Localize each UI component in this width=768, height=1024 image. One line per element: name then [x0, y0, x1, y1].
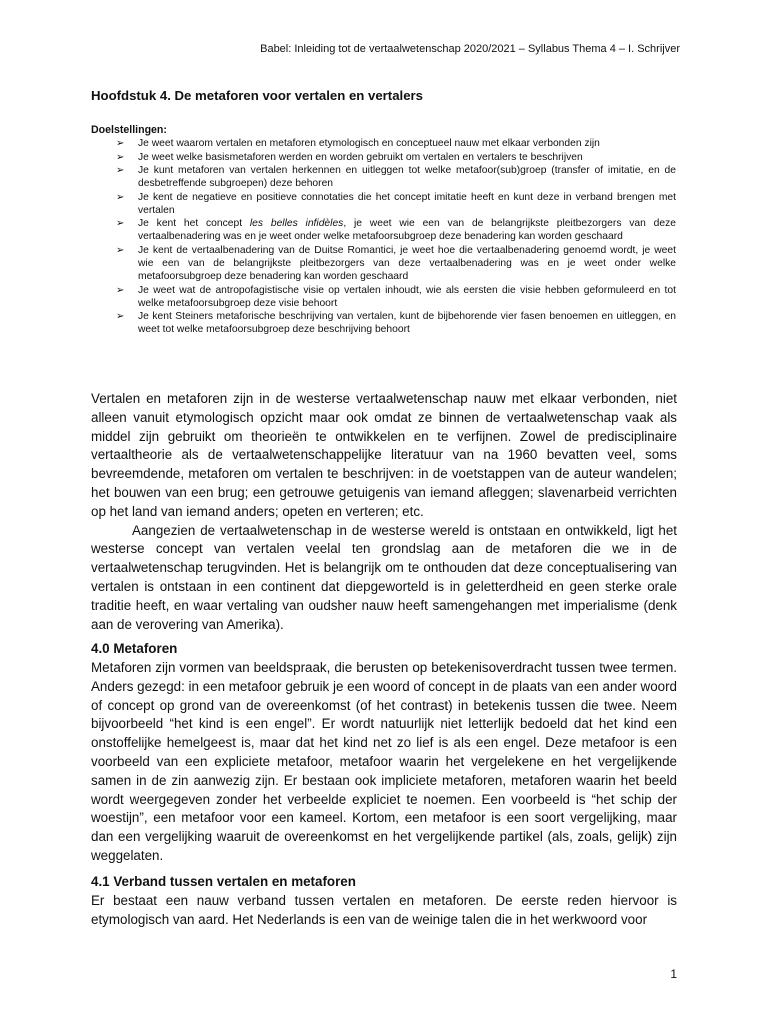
objective-text: Je weet wat de antropofagistische visie op vertalen inhoudt, wie als eersten die visie hebben geformuleerd en tot welke metafoorsubgroep deze visie behoort	[138, 284, 676, 309]
objective-item	[116, 191, 676, 217]
arrow-bullet-icon: ➢	[116, 191, 125, 203]
section-heading-4-1: 4.1 Verband tussen vertalen en metaforen	[91, 874, 356, 889]
objectives-list	[116, 137, 676, 337]
objective-text-after: , je weet wie een van de belangrijkste pleitbezorgers van deze vertaalbenadering was en je weet onder welke metafoorsubgroep deze benadering kan worden geschaard	[138, 218, 676, 243]
arrow-bullet-icon: ➢	[116, 244, 125, 256]
section-4-1-body	[91, 892, 677, 930]
objective-text: Je kunt metaforen van vertalen herkennen en uitleggen tot welke metafoor(sub)groep (transfer of imitatie, en de desbetreffende subgroepen) deze behoren	[138, 165, 676, 190]
page-number: 1	[670, 967, 677, 981]
arrow-bullet-icon: ➢	[116, 311, 125, 323]
intro-paragraph-1: Vertalen en metaforen zijn in de westerse vertaalwetenschap nauw met elkaar verbonden, niet alleen vanuit etymologisch opzicht maar ook omdat ze binnen de vertaalwetenschap vaak als middel zijn gebruikt om theorieën te ontwikkelen en te verfijnen. Zowel de predisciplinaire vertaaltheorie als de vertaalwetenschappelijke literatuur van na 1960 bevatten veel, soms bevreemdende, metaforen om vertalen te beschrijven: in de voetstappen van de auteur wandelen; het bouwen van een brug; een getrouwe getuigenis van iemand afleggen; slavenarbeid verrichten op het land van iemand anders; opeten en verteren; etc.	[91, 391, 677, 519]
objective-item	[116, 164, 676, 190]
objective-item	[116, 151, 676, 164]
section-4-0-body	[91, 659, 677, 866]
section-heading-4-0: 4.0 Metaforen	[91, 641, 178, 656]
arrow-bullet-icon: ➢	[116, 138, 125, 149]
objective-item	[116, 217, 676, 243]
objective-text: Je kent de negatieve en positieve connotaties die het concept imitatie heeft en kunt deze in verband brengen met vertalen	[138, 191, 676, 216]
objective-item	[116, 310, 676, 336]
intro-paragraph-2: Aangezien de vertaalwetenschap in de westerse wereld is ontstaan en ontwikkeld, ligt het westerse concept van vertalen veelal ten grondslag aan de metaforen die we in de vertaalwetenschap terugvinden. Het is belangrijk om te onthouden dat deze conceptualisering van vertalen is ontstaan in een continent dat diepgeworteld is in geletterdheid en geen sterke orale traditie heeft, en waar vertaling van oudsher nauw heeft samengehangen met imperialisme (denk aan de verovering van Amerika).	[91, 522, 677, 632]
arrow-bullet-icon: ➢	[116, 151, 125, 163]
objective-text: Je weet waarom vertalen en metaforen etymologisch en conceptueel nauw met elkaar verbonden zijn	[138, 138, 600, 149]
objective-text: Je kent Steiners metaforische beschrijving van vertalen, kunt de bijbehorende vier fasen benoemen en uitleggen, en weet tot welke metafoorsubgroep deze beschrijving behoort	[138, 311, 676, 336]
arrow-bullet-icon: ➢	[116, 165, 125, 177]
objective-text: Je kent de vertaalbenadering van de Duitse Romantici, je weet hoe die vertaalbenadering genoemd wordt, je weet wie een van de belangrijkste pleitbezorgers van deze vertaalbenadering was en je weet onder welke metafoorsubgroep deze benadering kan worden geschaard	[138, 244, 676, 282]
chapter-title: Hoofdstuk 4. De metaforen voor vertalen en vertalers	[91, 88, 423, 103]
objective-text	[138, 218, 676, 242]
section-4-1-paragraph: Er bestaat een nauw verband tussen vertalen en metaforen. De eerste reden hiervoor is etymologisch van aard. Het Nederlands is een van de weinige talen die in het werkwoord voor	[91, 893, 677, 927]
arrow-bullet-icon: ➢	[116, 284, 125, 296]
arrow-bullet-icon: ➢	[116, 218, 125, 230]
objective-item	[116, 137, 676, 150]
objective-item	[116, 284, 676, 310]
objective-text-before: Je kent het concept	[138, 218, 250, 230]
objective-item	[116, 244, 676, 283]
objective-text-italic: les belles infidèles	[249, 218, 344, 230]
objectives-heading: Doelstellingen:	[91, 124, 167, 136]
running-header: Babel: Inleiding tot de vertaalwetenschap 2020/2021 – Syllabus Thema 4 – I. Schrijver	[260, 43, 680, 55]
section-4-0-paragraph: Metaforen zijn vormen van beeldspraak, die berusten op betekenisoverdracht tussen twee termen. Anders gezegd: in een metafoor gebruik je een woord of concept in de plaats van een ander woord of concept op grond van de overeenkomst (of het contrast) in betekenis tussen die twee. Neem bijvoorbeeld “het kind is een engel”. Er wordt natuurlijk niet letterlijk bedoeld dat het kind een onstoffelijke hemelgeest is, maar dat het kind net zo lief is als een engel. Deze metafoor is een voorbeeld van een expliciete metafoor, metafoor waarin het vergelekene en het vergelijkende samen in de zin aanwezig zijn. Er bestaan ook impliciete metaforen, metaforen waarin het beeld wordt weergegeven zonder het verbeelde expliciet te noemen. Een voorbeeld is “het schip der woestijn”, een metafoor voor een kameel. Kortom, een metafoor is een soort vergelijking, maar dan een vergelijking waaruit de overeenkomst en het vergelijkende partikel (als, zoals, gelijk) zijn weggelaten.	[91, 660, 677, 863]
objective-text: Je weet welke basismetaforen werden en worden gebruikt om vertalen en vertalers te beschrijven	[138, 151, 583, 163]
intro-section	[91, 390, 677, 634]
